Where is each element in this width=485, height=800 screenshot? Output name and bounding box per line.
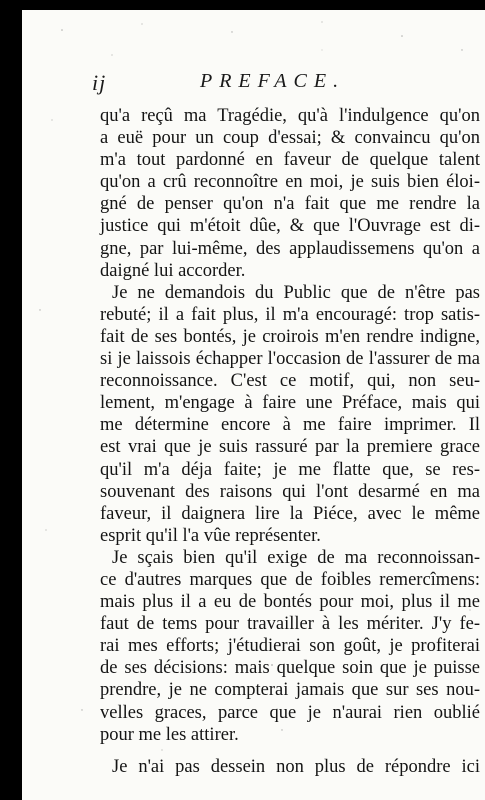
text-line: rai mes efforts; j'étudierai son goût, je profiterai xyxy=(100,636,480,657)
text-line: justice qui m'étoit dûe, & que l'Ouvrage est di- xyxy=(100,216,480,237)
text-line: est vrai que je suis rassuré par la premiere grace xyxy=(100,437,480,458)
page-header xyxy=(92,70,472,100)
text-line: daigné lui accorder. xyxy=(100,260,246,281)
text-line: esprit qu'il l'a vûe représenter. xyxy=(100,525,321,546)
text-line: Je n'ai pas dessein non plus de répondre ici xyxy=(112,756,480,777)
running-head: PREFACE. xyxy=(200,70,346,92)
text-line: lement, m'engage à faire une Préface, mais qui xyxy=(100,393,480,414)
text-line: faut de tems pour travailler à les mériter. J'y fe- xyxy=(100,614,480,635)
text-line: pour me les attirer. xyxy=(100,724,239,745)
text-line: qu'il m'a déja faite; je me flatte que, se res- xyxy=(100,459,480,480)
text-line: gne, par lui-même, des applaudissemens qu'on a xyxy=(100,238,480,259)
book-page xyxy=(22,10,485,800)
text-line: faveur, il daignera lire la Piéce, avec le même xyxy=(100,503,480,524)
text-line: souvenant des raisons qui l'ont desarmé en ma xyxy=(100,481,480,502)
paragraph-gap xyxy=(100,746,480,756)
text-line: de ses décisions: mais quelque soin que je puisse xyxy=(100,658,480,679)
text-line: Je sçais bien qu'il exige de ma reconnoissan- xyxy=(112,547,480,568)
text-line: prendre, je ne compterai jamais que sur ses nou- xyxy=(100,680,480,701)
text-line: reconnoissance. C'est ce motif, qui, non seu- xyxy=(100,371,480,392)
text-line: qu'a reçû ma Tragédie, qu'à l'indulgence qu'on xyxy=(100,106,480,126)
text-line: mais plus il a eu de bontés pour moi, plus il me xyxy=(100,592,480,613)
text-line: a euë pour un coup d'essai; & convaincu qu'on xyxy=(100,128,480,149)
text-line: fait de ses bontés, je croirois m'en rendre indigne, xyxy=(100,326,480,347)
text-line: m'a tout pardonné en faveur de quelque talent xyxy=(100,150,480,171)
text-line: gné de penser qu'on n'a fait que me rendre la xyxy=(100,194,480,215)
text-line: me détermine encore à me faire imprimer. Il xyxy=(100,415,480,436)
text-line: rebuté; il a fait plus, il m'a encouragé: trop satis- xyxy=(100,304,480,325)
body-text xyxy=(100,105,480,778)
text-line: Je ne demandois du Public que de n'être pas xyxy=(112,282,480,303)
text-line: ce d'autres marques que de foibles remercîmens: xyxy=(100,569,480,590)
text-line: qu'on a crû reconnoître en moi, je suis bien éloi- xyxy=(100,172,480,193)
text-line: si je laissois échapper l'occasion de l'assurer de ma xyxy=(100,349,480,370)
page-number: ij xyxy=(92,70,107,95)
text-line: velles graces, parce que je n'aurai rien oublié xyxy=(100,702,480,723)
